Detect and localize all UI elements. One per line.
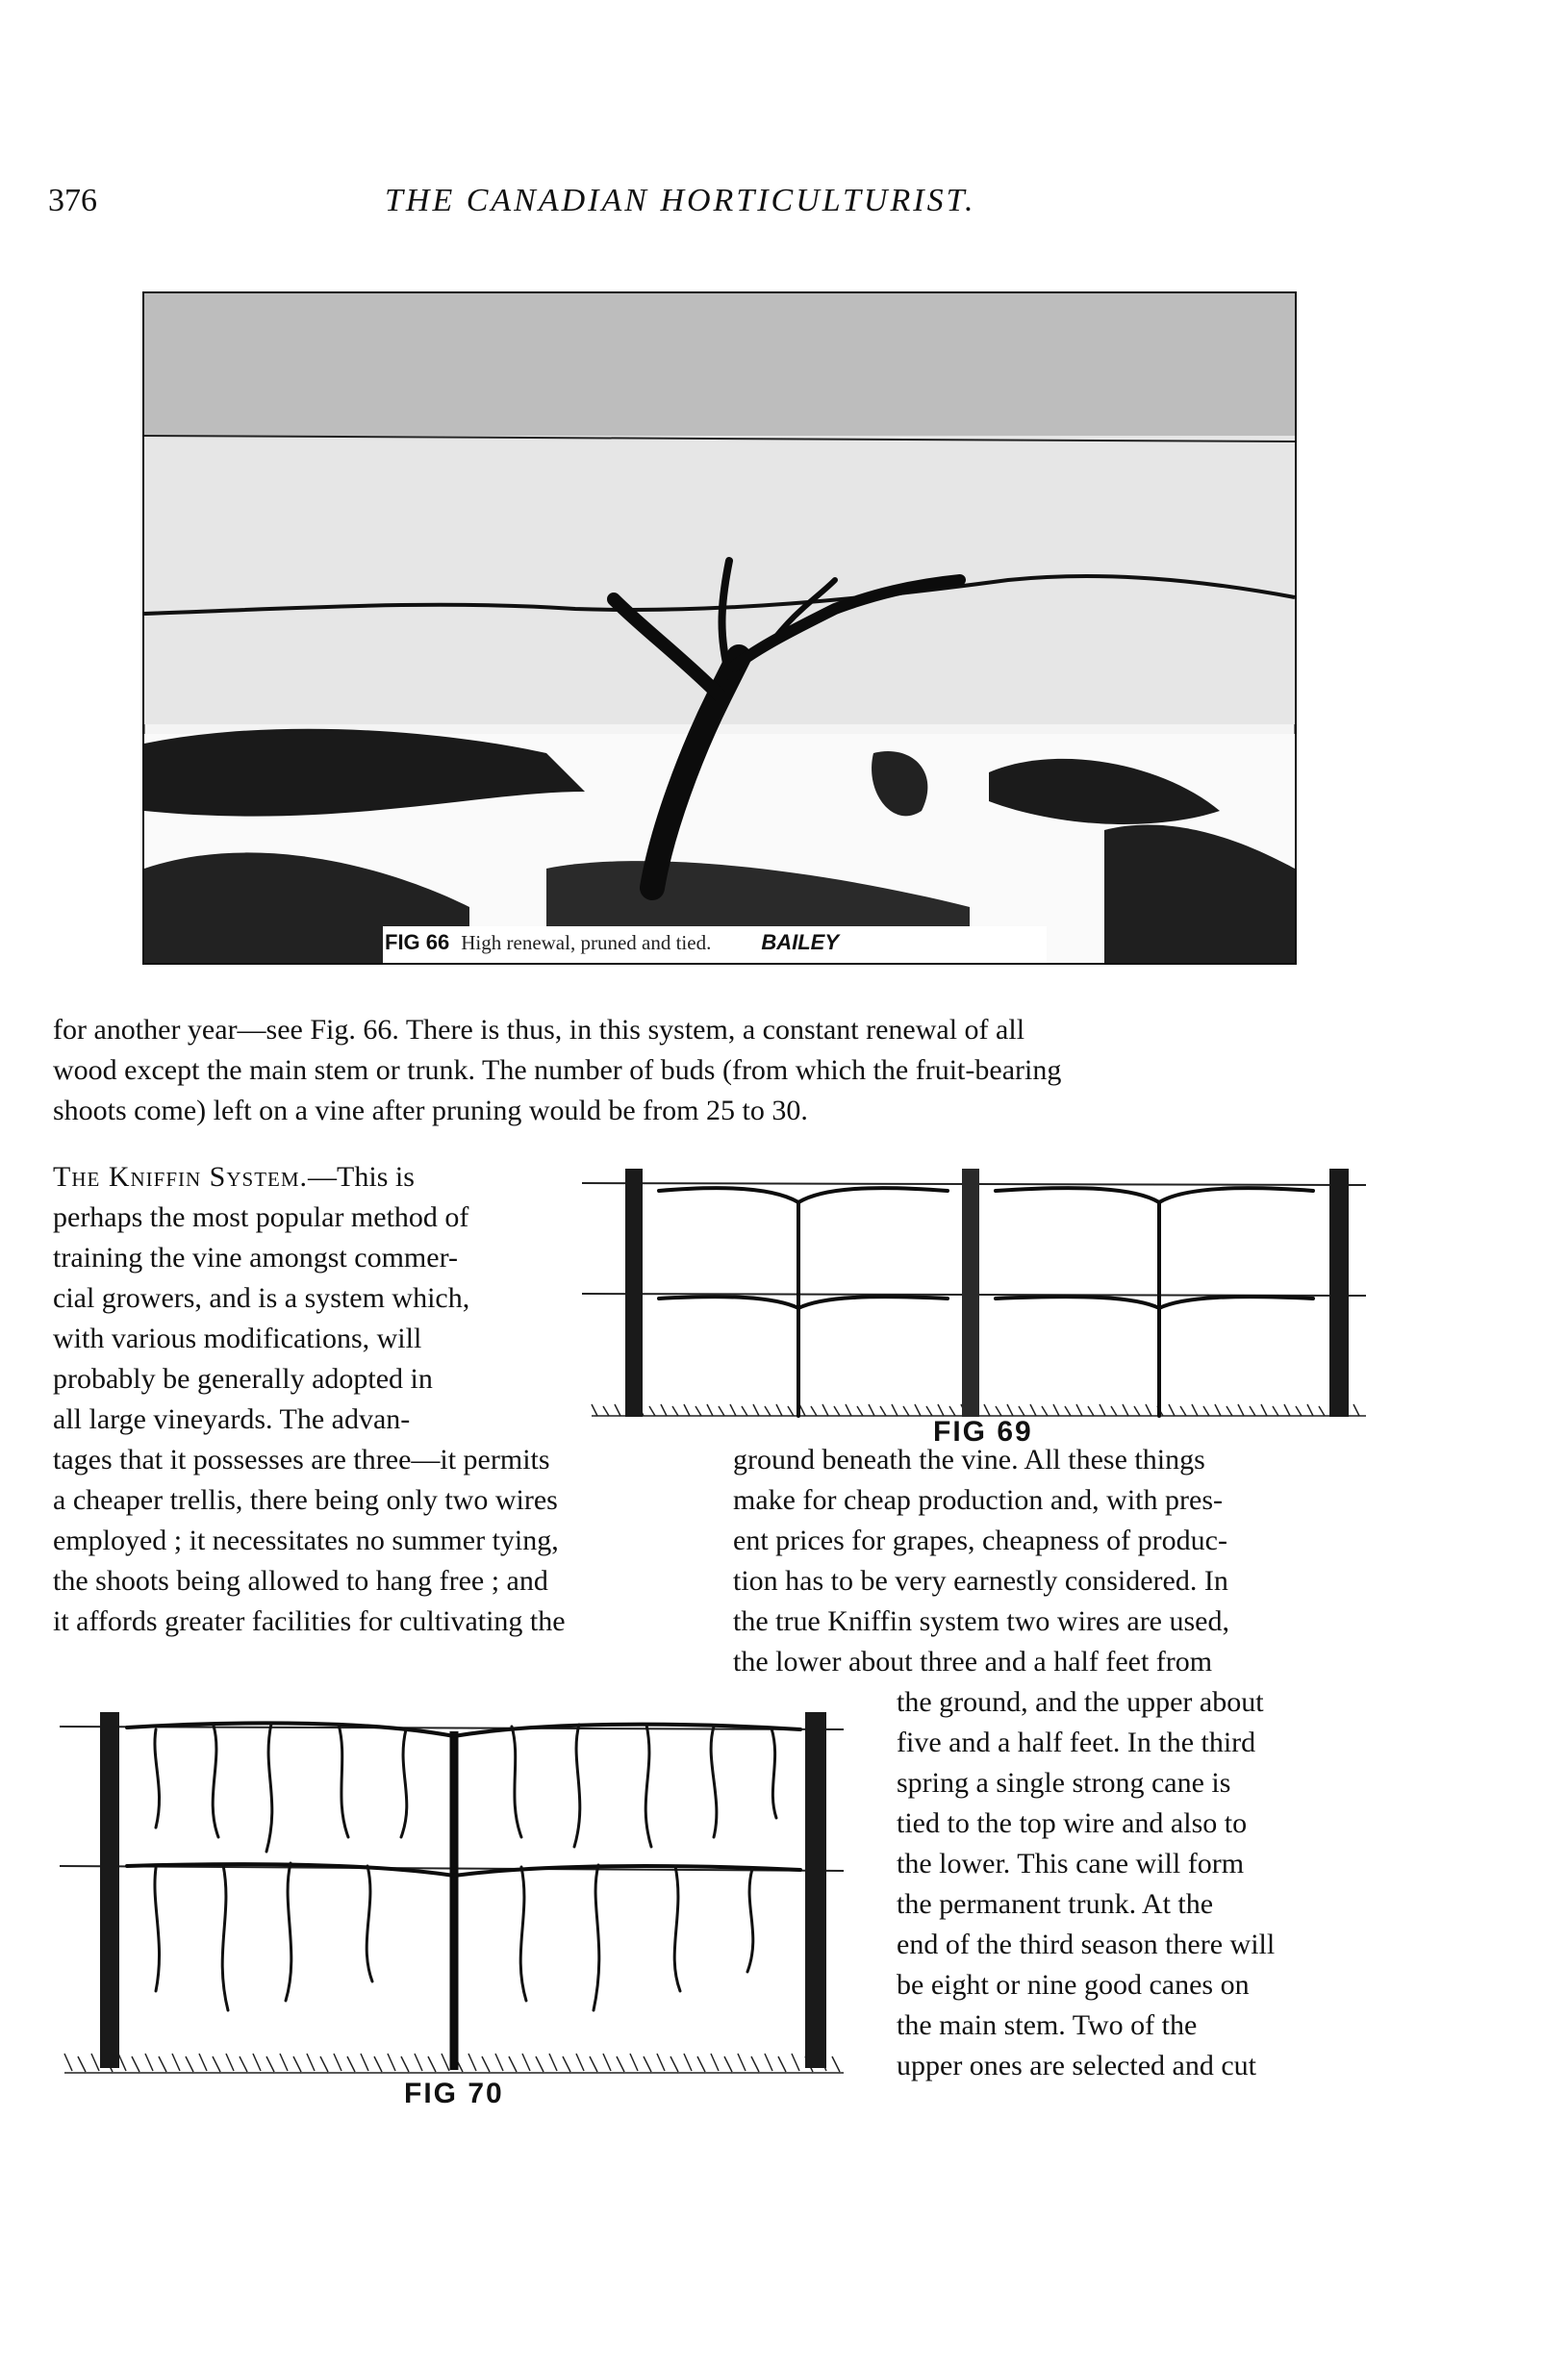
kniffin-first-line xyxy=(53,1157,572,1198)
kniffin-line: perhaps the most popular method of xyxy=(53,1201,469,1233)
kniffin-narrow-right xyxy=(897,1682,1379,2086)
kniffin-narrow-right-line: the permanent trunk. At the xyxy=(897,1888,1214,1920)
kniffin-narrow-right-line: the lower. This cane will form xyxy=(897,1848,1245,1879)
kniffin-narrow-right-line: upper ones are selected and cut xyxy=(897,2050,1256,2081)
kniffin-right-line: make for cheap production and, with pres- xyxy=(733,1484,1223,1516)
kniffin-narrow-right-line: be eight or nine good canes on xyxy=(897,1969,1250,2001)
kniffin-narrow-right-line: end of the third season there will xyxy=(897,1929,1276,1960)
paragraph-1 xyxy=(53,1010,1378,1131)
kniffin-narrow-right-line: tied to the top wire and also to xyxy=(897,1807,1248,1839)
kniffin-left-line: the shoots being allowed to hang free ; and xyxy=(53,1565,548,1597)
kniffin-right-column xyxy=(733,1440,1379,1682)
kniffin-first-line-rest: —This is xyxy=(308,1161,415,1193)
figure-66-caption: High renewal, pruned and tied. xyxy=(461,930,712,954)
kniffin-left-column xyxy=(53,1440,697,1642)
figure-70-label: FIG 70 xyxy=(404,2078,504,2109)
figure-69-label: FIG 69 xyxy=(933,1416,1033,1448)
kniffin-line: with various modifications, will xyxy=(53,1323,422,1354)
kniffin-right-line: ent prices for grapes, cheapness of produc- xyxy=(733,1525,1227,1556)
kniffin-left-line: a cheaper trellis, there being only two wires xyxy=(53,1484,558,1516)
page-number: 376 xyxy=(48,183,97,218)
kniffin-line: cial growers, and is a system which, xyxy=(53,1282,470,1314)
kniffin-heading: The Kniffin System. xyxy=(53,1161,309,1193)
kniffin-left-line: tages that it possesses are three—it permits xyxy=(53,1444,550,1476)
paragraph-1-line: wood except the main stem or trunk. The number of buds (from which the fruit-bearing xyxy=(53,1054,1062,1086)
kniffin-narrow-right-line: spring a single strong cane is xyxy=(897,1767,1231,1799)
kniffin-right-line: the true Kniffin system two wires are used, xyxy=(733,1605,1229,1637)
running-title: THE CANADIAN HORTICULTURIST. xyxy=(385,183,976,218)
kniffin-narrow-right-line: the main stem. Two of the xyxy=(897,2009,1198,2041)
kniffin-narrow-right-line: the ground, and the upper about xyxy=(897,1686,1264,1718)
kniffin-right-line: ground beneath the vine. All these things xyxy=(733,1444,1205,1476)
kniffin-narrow-right-line: five and a half feet. In the third xyxy=(897,1727,1256,1758)
kniffin-line: training the vine amongst commer- xyxy=(53,1242,458,1274)
kniffin-right-line: tion has to be very earnestly considered. In xyxy=(733,1565,1228,1597)
kniffin-left-line: it affords greater facilities for cultivating the xyxy=(53,1605,566,1637)
kniffin-intro xyxy=(53,1157,572,1440)
kniffin-left-line: employed ; it necessitates no summer tying, xyxy=(53,1525,559,1556)
figure-66-caption-bar xyxy=(385,925,839,960)
paragraph-1-line: for another year—see Fig. 66. There is thus, in this system, a constant renewal of all xyxy=(53,1014,1025,1046)
kniffin-line: probably be generally adopted in xyxy=(53,1363,433,1395)
kniffin-line: all large vineyards. The advan- xyxy=(53,1403,411,1435)
figure-69-drawing xyxy=(582,1164,1371,1452)
figure-70-drawing xyxy=(60,1693,848,2078)
figure-66-label: FIG 66 xyxy=(385,930,450,954)
figure-66-credit: BAILEY xyxy=(761,930,840,954)
paragraph-1-line: shoots come) left on a vine after pruning would be from 25 to 30. xyxy=(53,1095,808,1126)
kniffin-right-line: the lower about three and a half feet from xyxy=(733,1646,1213,1677)
figure-66-photo xyxy=(142,291,1297,965)
